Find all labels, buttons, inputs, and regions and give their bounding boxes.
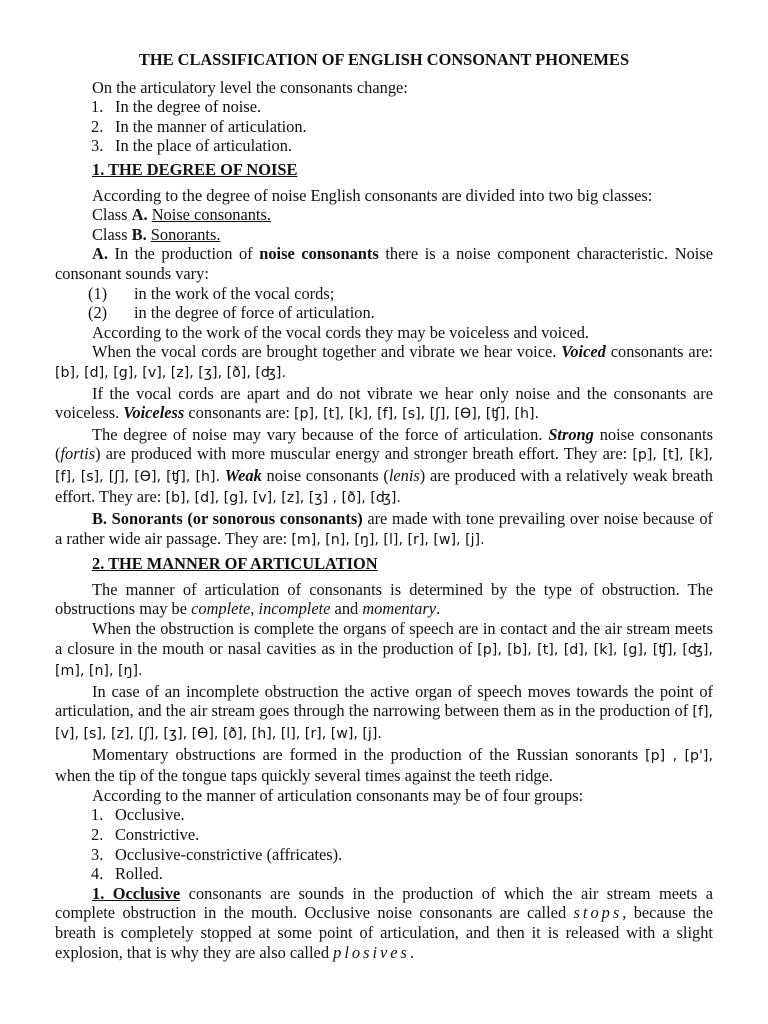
section-heading-degree-of-noise: 1. THE DEGREE OF NOISE [92,159,298,179]
paragraph: B. Sonorants (or sonorous consonants) are made with tone prevailing over noise because of a rather wide air passage. They are: [m], [n], [ŋ], [l], [r], [w], [j]. [55,509,713,548]
paragraph: If the vocal cords are apart and do not vibrate we hear only noise and the consonants are voiceless. Voiceless consonants are: [p], [t], [k], [f], [s], [ʃ], [Ɵ], [ʧ], [h]. [55,383,713,423]
list-item: 4. Rolled. [91,864,163,884]
ipa-list: [p], [t], [k], [f], [s], [ʃ], [Ɵ], [ʧ], [h]. [294,406,540,423]
ipa-list: [b], [d], [g], [v], [z], [ʒ] , [ð], [ʤ]. [165,490,401,507]
paragraph: According to the degree of noise English consonants are divided into two big classes: [92,185,653,205]
section-heading-manner-of-articulation: 2. THE MANNER OF ARTICULATION [92,554,378,574]
ipa-list: [f], [v], [s], [z], [ʃ], [ʒ], [Ɵ], [ð], [h], [l], [r], [w], [j]. [55,704,713,742]
list-item [91,136,713,156]
list-item: 1. Occlusive. [91,805,185,825]
change-list [55,97,713,156]
paragraph: 1. Occlusive consonants are sounds in the production of which the air stream meets a complete obstruction in the mouth. Occlusive noise consonants are called stops, because the breath is completely stopped at some point of articulation, and then it is released with a slight explosion, that is why they are also called plosives. [55,883,713,962]
paragraph: The manner of articulation of consonants is determined by the type of obstruction. The obstructions may be complete, incomplete and momentary. [55,579,713,619]
list-number: 1. [91,97,104,117]
ipa-list: [p], [b], [t], [d], [k], [g], [ʧ], [ʤ], [m], [n], [ŋ]. [55,641,713,680]
class-a-line: Class A. Noise consonants. [92,205,271,225]
list-item: (1) in the work of the vocal cords; [88,283,335,303]
list-item: (2) in the degree of force of articulation. [88,303,375,323]
ipa-list: [m], [n], [ŋ], [l], [r], [w], [j]. [291,531,485,548]
list-text: In the degree of noise. [115,97,262,117]
ipa-list: [p], [t], [k], [f], [s], [ʃ], [Ɵ], [ʧ], [h]. [55,447,713,485]
list-text: In the place of articulation. [115,136,293,156]
paragraph: According to the work of the vocal cords they may be voiceless and voiced. [92,322,590,342]
paragraph: The degree of noise may vary because of the force of articulation. Strong noise consonants (fortis) are produced with more muscular energy and stronger breath effort. They are: [p], [t], [k], [f], [s], [ʃ], [Ɵ], [ʧ], [h]. Weak noise consonants (lenis) are produced with a relatively weak breath effort. They are: [b], [d], [g], [v], [z], [ʒ] , [ð], [ʤ]. [55,424,713,507]
list-item [91,97,713,117]
intro-paragraph: On the articulatory level the consonants change: [92,77,408,97]
ipa-list: [b], [d], [g], [v], [z], [ʒ], [ð], [ʤ]. [55,364,286,381]
list-number: 3. [91,136,104,156]
paragraph: Momentary obstructions are formed in the production of the Russian sonorants [p] , [p'], when the tip of the tongue taps quickly several times against the teeth ridge. [55,744,713,786]
list-item [91,117,713,137]
ipa-list: [p] , [p'], [645,747,713,764]
paragraph: When the vocal cords are brought together and vibrate we hear voice. Voiced consonants are: [b], [d], [g], [v], [z], [ʒ], [ð], [ʤ]. [55,342,713,381]
list-text: In the manner of articulation. [115,116,307,136]
list-item: 3. Occlusive-constrictive (affricates). [91,844,343,864]
page-title: THE CLASSIFICATION OF ENGLISH CONSONANT PHONEMES [138,50,630,69]
class-b-name: Sonorants. [150,224,221,244]
paragraph: According to the manner of articulation consonants may be of four groups: [92,785,584,805]
list-item: 2. Constrictive. [91,824,200,844]
class-b-line: Class B. Sonorants. [92,224,221,244]
class-a-name: Noise consonants. [151,205,271,225]
paragraph: A. In the production of noise consonants there is a noise component characteristic. Noise consonant sounds vary: [55,244,713,283]
groups-list [55,805,713,883]
paragraph: When the obstruction is complete the organs of speech are in contact and the air stream meets a closure in the mouth or nasal cavities as in the production of [p], [b], [t], [d], [k], [g], [ʧ], [ʤ], [m], [n], [ŋ]. [55,619,713,680]
list-number: 2. [91,116,104,136]
occlusive-term: 1. Occlusive [92,883,181,903]
paragraph: In case of an incomplete obstruction the active organ of speech moves towards the point of articulation, and the air stream goes through the narrowing between them as in the production of [f], [v], [s], [z], [ʃ], [ʒ], [Ɵ], [ð], [h], [l], [r], [w], [j]. [55,681,713,742]
